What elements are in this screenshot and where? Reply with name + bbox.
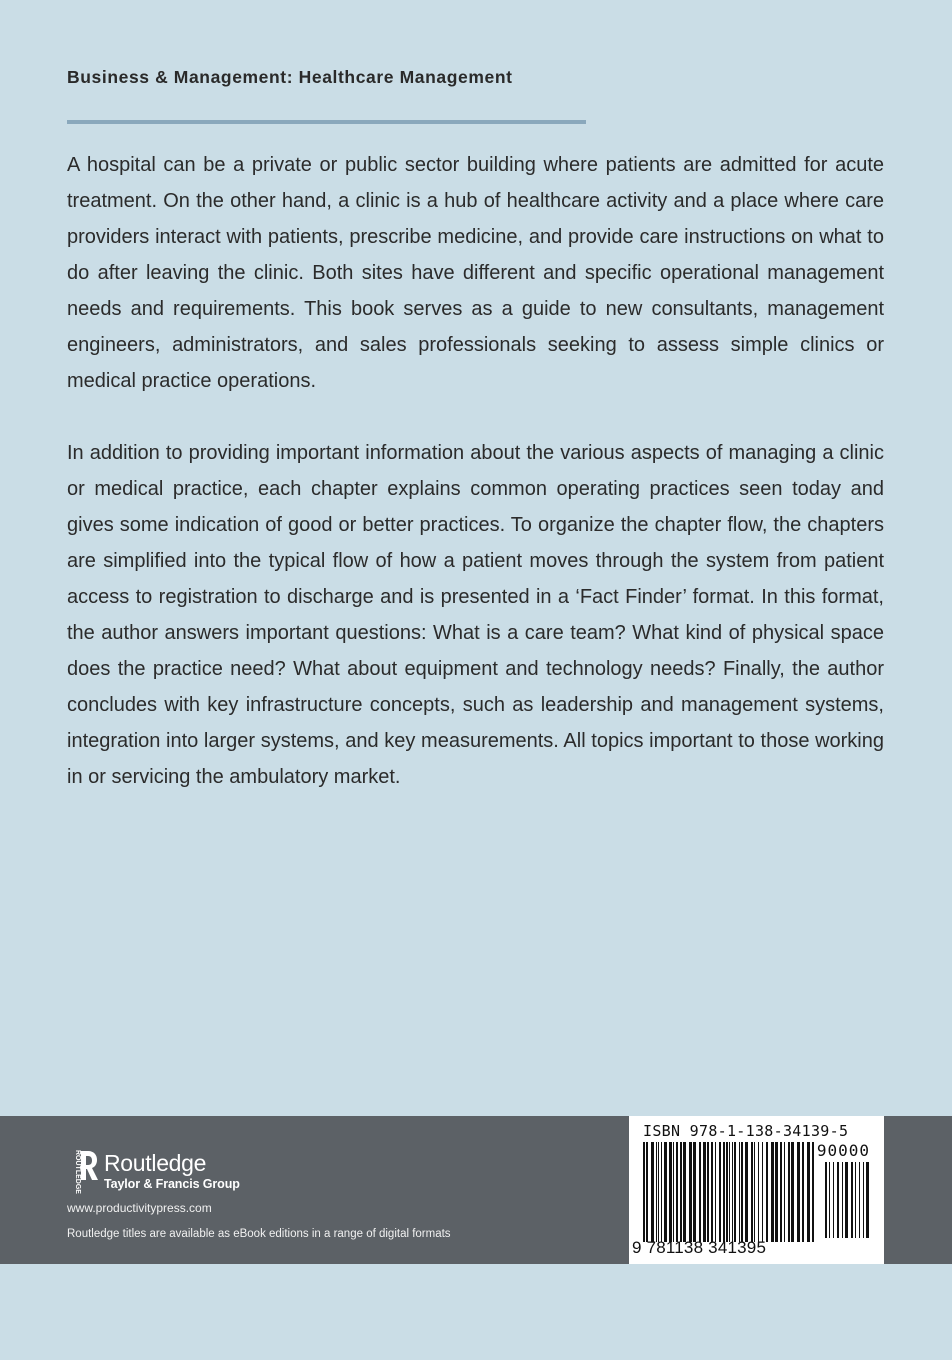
barcode-bar — [658, 1142, 659, 1242]
barcode-bar — [664, 1142, 667, 1242]
category-heading: Business & Management: Healthcare Management — [67, 67, 513, 87]
barcode-bar — [780, 1142, 782, 1242]
barcode-bar — [784, 1142, 785, 1242]
barcode-bar — [703, 1142, 706, 1242]
barcode-bar — [676, 1142, 678, 1242]
barcode-bar — [775, 1142, 778, 1242]
barcode-bar — [851, 1162, 853, 1238]
routledge-logo-icon — [68, 1148, 98, 1194]
barcode-bar — [643, 1142, 645, 1242]
barcode-bar — [661, 1142, 662, 1242]
barcode-bar — [788, 1142, 790, 1242]
barcode-bar — [766, 1142, 768, 1242]
barcode-bar — [797, 1142, 800, 1242]
barcode-bar — [833, 1162, 834, 1238]
barcode-bar — [807, 1142, 810, 1242]
barcode-main-bars — [641, 1142, 817, 1242]
barcode-bar — [791, 1142, 794, 1242]
barcode-bar — [680, 1142, 682, 1242]
barcode-bar — [754, 1142, 755, 1242]
barcode-bar — [715, 1142, 716, 1242]
barcode-bar — [825, 1162, 827, 1238]
barcode-bar — [689, 1142, 692, 1242]
barcode-bar — [732, 1142, 733, 1242]
barcode-bar — [762, 1142, 763, 1242]
barcode-bar — [859, 1162, 860, 1238]
barcode-bar — [646, 1142, 648, 1242]
barcode-bar — [683, 1142, 686, 1242]
barcode-bar — [771, 1142, 774, 1242]
publisher-website[interactable]: www.productivitypress.com — [67, 1201, 212, 1215]
blurb-paragraph-2: In addition to providing important information about the various aspects of managing a clinic or medical practice, each chapter explains common operating practices seen today and gives some indication of good or better practices. To organize the chapter flow, the chapters are simplified into the typical flow of how a patient moves through the system from patient access to registration to discharge and is presented in a ‘Fact Finder’ format. In this format, the author answers important questions: What is a care team? What kind of physical space does the practice need? What about equipment and technology needs? Finally, the author concludes with key infrastructure concepts, such as leadership and management systems, integration into larger systems, and key measurements. All topics important to those working in or servicing the ambulatory market. — [67, 442, 884, 788]
barcode-bar — [758, 1142, 759, 1242]
barcode-bar — [729, 1142, 730, 1242]
barcode-bar — [656, 1142, 657, 1242]
barcode-digits: 9 781138 341395 — [632, 1238, 767, 1257]
barcode-bar — [707, 1142, 709, 1242]
barcode-bar — [651, 1142, 654, 1242]
barcode-bar — [699, 1142, 701, 1242]
publisher-group: Taylor & Francis Group — [104, 1177, 240, 1191]
logo-mark-text: ROUTLEDGE — [74, 1150, 81, 1194]
isbn-label: ISBN 978-1-138-34139-5 — [643, 1122, 849, 1140]
barcode-bar — [855, 1162, 856, 1238]
barcode-bar — [726, 1142, 728, 1242]
barcode-bar — [829, 1162, 830, 1238]
barcode-bar — [669, 1142, 672, 1242]
barcode-bar — [845, 1162, 848, 1238]
barcode-bar — [723, 1142, 725, 1242]
barcode-bar — [863, 1162, 864, 1238]
barcode-bar — [866, 1162, 869, 1238]
barcode-bar — [711, 1142, 713, 1242]
publisher-name: Routledge — [104, 1150, 207, 1176]
barcode-bar — [745, 1142, 748, 1242]
barcode-bar — [837, 1162, 839, 1238]
ebook-note: Routledge titles are available as eBook editions in a range of digital formats — [67, 1228, 451, 1240]
logo-text — [104, 1150, 240, 1192]
barcode-bar — [802, 1142, 804, 1242]
barcode-bar — [693, 1142, 696, 1242]
book-blurb — [67, 147, 884, 831]
barcode-bar — [739, 1142, 740, 1242]
barcode-bar — [734, 1142, 736, 1242]
barcode-bar — [812, 1142, 814, 1242]
barcode-bar — [673, 1142, 674, 1242]
barcode-bar — [719, 1142, 721, 1242]
publisher-logo — [68, 1148, 240, 1194]
barcode-addon-number: 90000 — [816, 1141, 870, 1160]
barcode-addon-bars — [823, 1162, 873, 1238]
heading-rule — [67, 120, 586, 124]
barcode-bar — [751, 1142, 753, 1242]
barcode-bar — [842, 1162, 843, 1238]
blurb-paragraph-1: A hospital can be a private or public sector building where patients are admitted for acute treatment. On the other hand, a clinic is a hub of healthcare activity and a place where care providers interact with patients, prescribe medicine, and provide care instructions on what to do after leaving the clinic. Both sites have different and specific operational management needs and requirements. This book serves as a guide to new consultants, management engineers, administrators, and sales professionals seeking to assess simple clinics or medical practice operations. — [67, 154, 884, 392]
barcode-box — [629, 1116, 884, 1264]
barcode-bar — [741, 1142, 743, 1242]
